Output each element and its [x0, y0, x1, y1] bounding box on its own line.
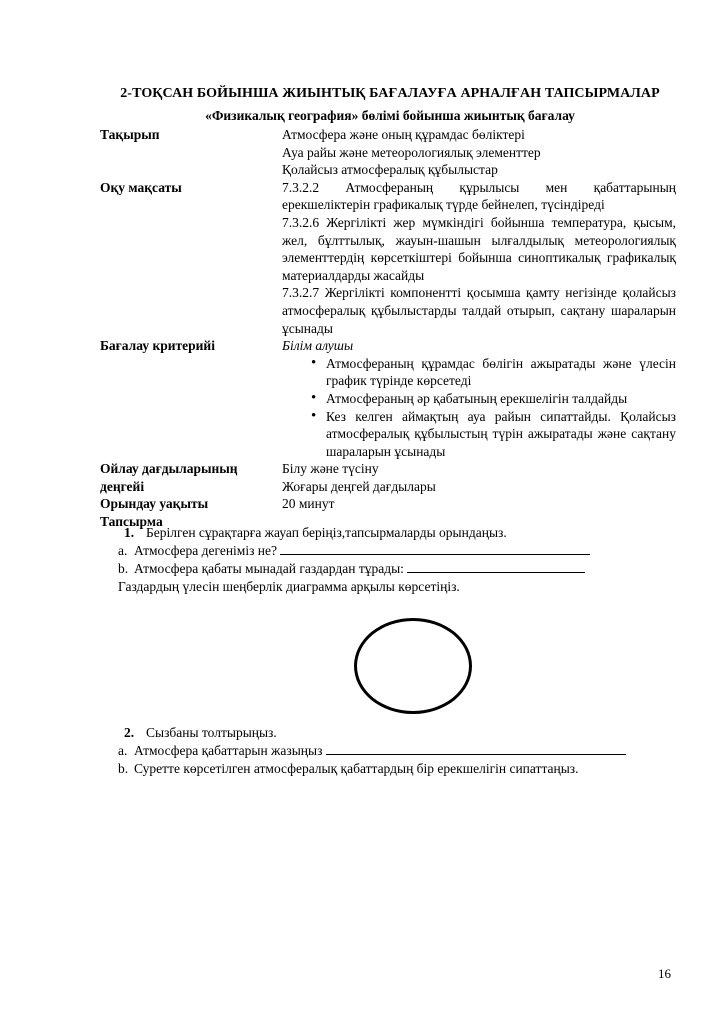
thinking-value-line2: Жоғары деңгей дағдылары: [282, 478, 436, 494]
topic-line: Атмосфера және оның құрамдас бөліктері: [282, 127, 525, 142]
task-1-a-letter: a.: [118, 543, 128, 558]
task-1-b-text: Атмосфера қабаты мынадай газдардан тұрады:: [134, 561, 404, 576]
thinking-label-line2: деңгейі: [100, 478, 145, 494]
task-2: [100, 724, 680, 778]
criteria-label: Бағалау критерийі: [100, 338, 215, 354]
task-2-b-text: Суретте көрсетілген атмосфералық қабаттардың бір ерекшелігін сипаттаңыз.: [134, 761, 579, 776]
criteria-item: • Атмосфераның құрамдас бөлігін ажыратады және үлесін график түрінде көрсетеді: [326, 355, 676, 390]
task-1-a-text: Атмосфера дегеніміз не?: [134, 543, 278, 558]
criteria-item: • Атмосфераның әр қабатының ерекшелігін талдайды: [326, 390, 676, 408]
time-label: Орындау уақыты: [100, 496, 209, 512]
spec-row-objectives: [100, 179, 676, 337]
spec-row-topic: [100, 126, 676, 179]
answer-blank-1b[interactable]: [407, 560, 585, 573]
task-1-b: [100, 560, 680, 578]
task-label: Тапсырма: [100, 514, 163, 530]
spec-row-thinking-2: [100, 478, 676, 496]
objective-item: 7.3.2.7 Жергілікті компонентті қосымша қамту негізінде қолайсыз атмосфералық құбылыстарды талдай отырып, сақтану шараларын ұсынады: [282, 285, 676, 336]
spec-row-time: [100, 495, 676, 513]
task-2-text: Сызбаны толтырыңыз.: [146, 725, 277, 740]
topic-line: Қолайсыз атмосфералық құбылыстар: [282, 162, 498, 178]
objectives-value: [282, 179, 676, 337]
task-2-a-letter: a.: [118, 743, 128, 758]
topic-label: Тақырып: [100, 127, 160, 142]
pie-chart-circle[interactable]: [354, 618, 472, 714]
task-2-number: 2.: [124, 725, 135, 740]
task-2-a-text: Атмосфера қабаттарын жазыңыз: [134, 743, 323, 758]
objectives-label: Оқу мақсаты: [100, 179, 182, 195]
task-1-text: Берілген сұрақтарға жауап беріңіз,тапсырмаларды орындаңыз.: [146, 525, 507, 540]
spec-row-thinking-1: [100, 460, 676, 478]
spec-row-criteria: [100, 337, 676, 460]
task-2-heading: [100, 724, 680, 742]
page-subtitle: «Физикалық география» бөлімі бойынша жиынтық бағалау: [205, 108, 575, 123]
page-number: 16: [658, 966, 671, 981]
topic-value: [282, 126, 676, 179]
task-2-a: [100, 742, 680, 760]
criteria-value: [282, 337, 676, 460]
task-1-c-text: Газдардың үлесін шеңберлік диаграмма арқылы көрсетіңіз.: [118, 579, 460, 594]
page-title: 2-ТОҚСАН БОЙЫНША ЖИЫНТЫҚ БАҒАЛАУҒА АРНАЛҒАН ТАПСЫРМАЛАР: [120, 86, 660, 101]
answer-blank-1a[interactable]: [280, 542, 590, 555]
time-value: 20 минут: [282, 496, 335, 512]
criteria-item: • Кез келген аймақтың ауа райын сипаттайды. Қолайсыз атмосфералық құбылыстың түрін ажыратады және сақтану шараларын ұсынады: [326, 408, 676, 461]
task-1-heading: [100, 524, 680, 542]
task-2-b: [100, 760, 680, 778]
task-1-a: [100, 542, 680, 560]
task-1-number: 1.: [124, 525, 135, 540]
task-1: [100, 524, 680, 596]
answer-blank-2a[interactable]: [326, 742, 626, 755]
criteria-list: [282, 355, 676, 461]
thinking-label-line1: Ойлау дағдыларының: [100, 461, 238, 477]
topic-line: Ауа райы және метеорологиялық элементтер: [282, 144, 541, 160]
objective-item: 7.3.2.2 Атмосфераның құрылысы мен қабаттарының ерекшеліктерін графикалық түрде бейнелеп, түсіндіреді: [282, 179, 676, 213]
objective-item: 7.3.2.6 Жергілікті жер мүмкіндігі бойынша температура, қысым, жел, бұлттылық, жауын-шашын ылғалдылық метеорологиялық элементтердің көрсеткіштері бойынша синоптикалық графикалық материалдарды жасайды: [282, 214, 676, 283]
assessment-spec-table: [100, 126, 676, 531]
task-1-b-letter: b.: [118, 561, 129, 576]
criteria-intro: Білім алушы: [282, 338, 354, 354]
thinking-value-line1: Білу және түсіну: [282, 461, 379, 477]
task-2-b-letter: b.: [118, 761, 129, 776]
